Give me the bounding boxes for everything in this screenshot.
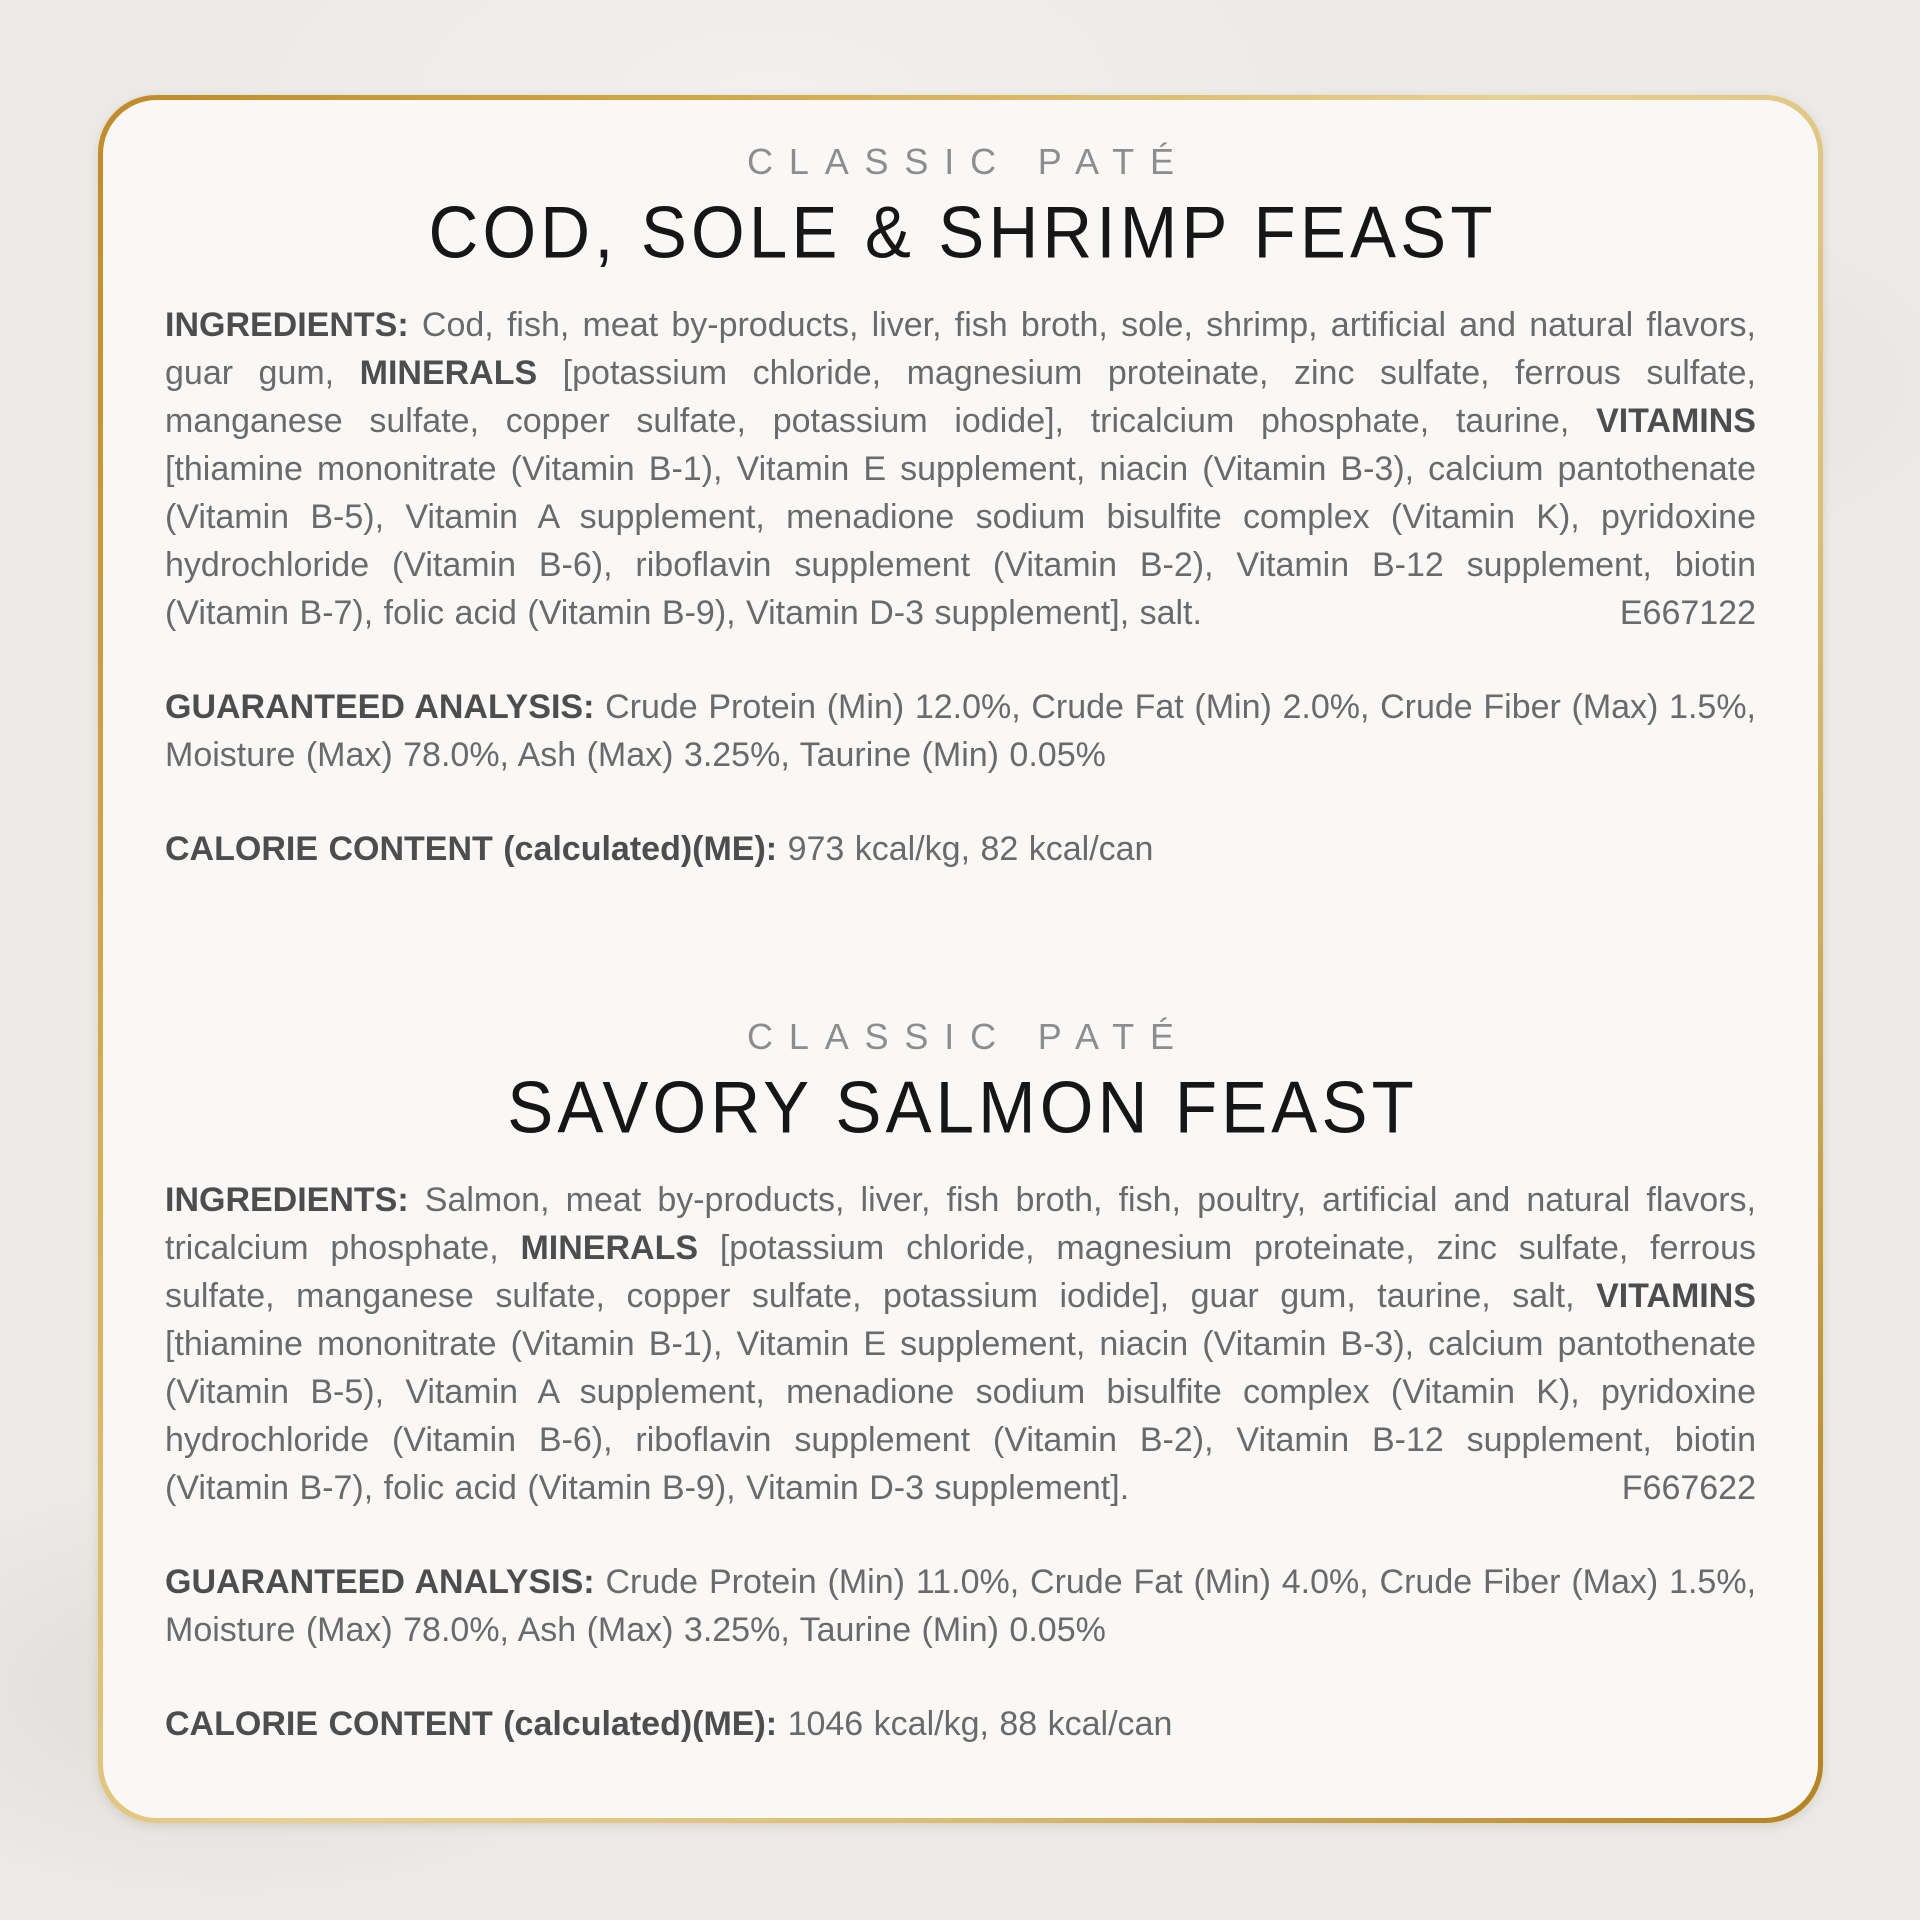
calorie-content-values: 1046 kcal/kg, 88 kcal/can [787,1705,1173,1744]
guaranteed-analysis-label: GUARANTEED ANALYSIS: [165,1563,595,1602]
ingredients-text: INGREDIENTS: Salmon, meat by-products, liver, fish broth, fish, poultry, artificial and natural flavors, tricalcium phosphate, MINERALS [potassium chloride, magnesium proteinate, zinc sulfate, ferrous sulfate, manganese sulfate, copper sulfate, potassium iodide], guar gum, taurine, salt, VITAMINS [thiamine mononitrate (Vitamin B-1), Vitamin E supplement, niacin (Vitamin B-3), calcium pantothenate (Vitamin B-5), Vitamin A supplement, menadione sodium bisulfite complex (Vitamin K), pyridoxine hydrochloride (Vitamin B-6), riboflavin supplement (Vitamin B-2), Vitamin B-12 supplement, biotin (Vitamin B-7), folic acid (Vitamin B-9), Vitamin D-3 supplement]. [165,1181,1756,1508]
product-code: E667122 [1619,594,1756,633]
product-code: F667622 [1621,1469,1756,1508]
gold-border-frame [98,95,1823,1823]
product-line-eyebrow: CLASSIC PATÉ [747,1016,1190,1058]
calorie-content [165,825,1756,873]
product-title: COD, SOLE & SHRIMP FEAST [428,192,1497,274]
guaranteed-analysis-label: GUARANTEED ANALYSIS: [165,688,595,727]
product-title: SAVORY SALMON FEAST [507,1067,1418,1149]
ingredients-paragraph [165,1176,1756,1512]
ingredients-text: INGREDIENTS: Cod, fish, meat by-products, liver, fish broth, sole, shrimp, artificial and natural flavors, guar gum, MINERALS [potassium chloride, magnesium proteinate, zinc sulfate, ferrous sulfate, manganese sulfate, copper sulfate, potassium iodide], tricalcium phosphate, taurine, VITAMINS [thiamine mononitrate (Vitamin B-1), Vitamin E supplement, niacin (Vitamin B-3), calcium pantothenate (Vitamin B-5), Vitamin A supplement, menadione sodium bisulfite complex (Vitamin K), pyridoxine hydrochloride (Vitamin B-6), riboflavin supplement (Vitamin B-2), Vitamin B-12 supplement, biotin (Vitamin B-7), folic acid (Vitamin B-9), Vitamin D-3 supplement], salt. [165,306,1756,633]
calorie-content [165,1700,1756,1748]
calorie-content-label: CALORIE CONTENT (calculated)(ME): [165,830,778,869]
guaranteed-analysis [165,1558,1756,1654]
label-card [103,100,1818,1818]
guaranteed-analysis [165,683,1756,779]
section-cod-sole-shrimp [165,140,1756,873]
calorie-content-values: 973 kcal/kg, 82 kcal/can [787,830,1154,869]
ingredients-paragraph [165,301,1756,637]
guaranteed-analysis-values: Crude Protein (Min) 11.0%, Crude Fat (Min) 4.0%, Crude Fiber (Max) 1.5%, Moisture (Max) 78.0%, Ash (Max) 3.25%, Taurine (Min) 0.05% [165,1563,1757,1650]
product-line-eyebrow: CLASSIC PATÉ [747,141,1190,182]
calorie-content-label: CALORIE CONTENT (calculated)(ME): [165,1705,778,1744]
guaranteed-analysis-values: Crude Protein (Min) 12.0%, Crude Fat (Min) 2.0%, Crude Fiber (Max) 1.5%, Moisture (Max) 78.0%, Ash (Max) 3.25%, Taurine (Min) 0.05% [165,688,1756,775]
section-savory-salmon [165,1015,1756,1748]
